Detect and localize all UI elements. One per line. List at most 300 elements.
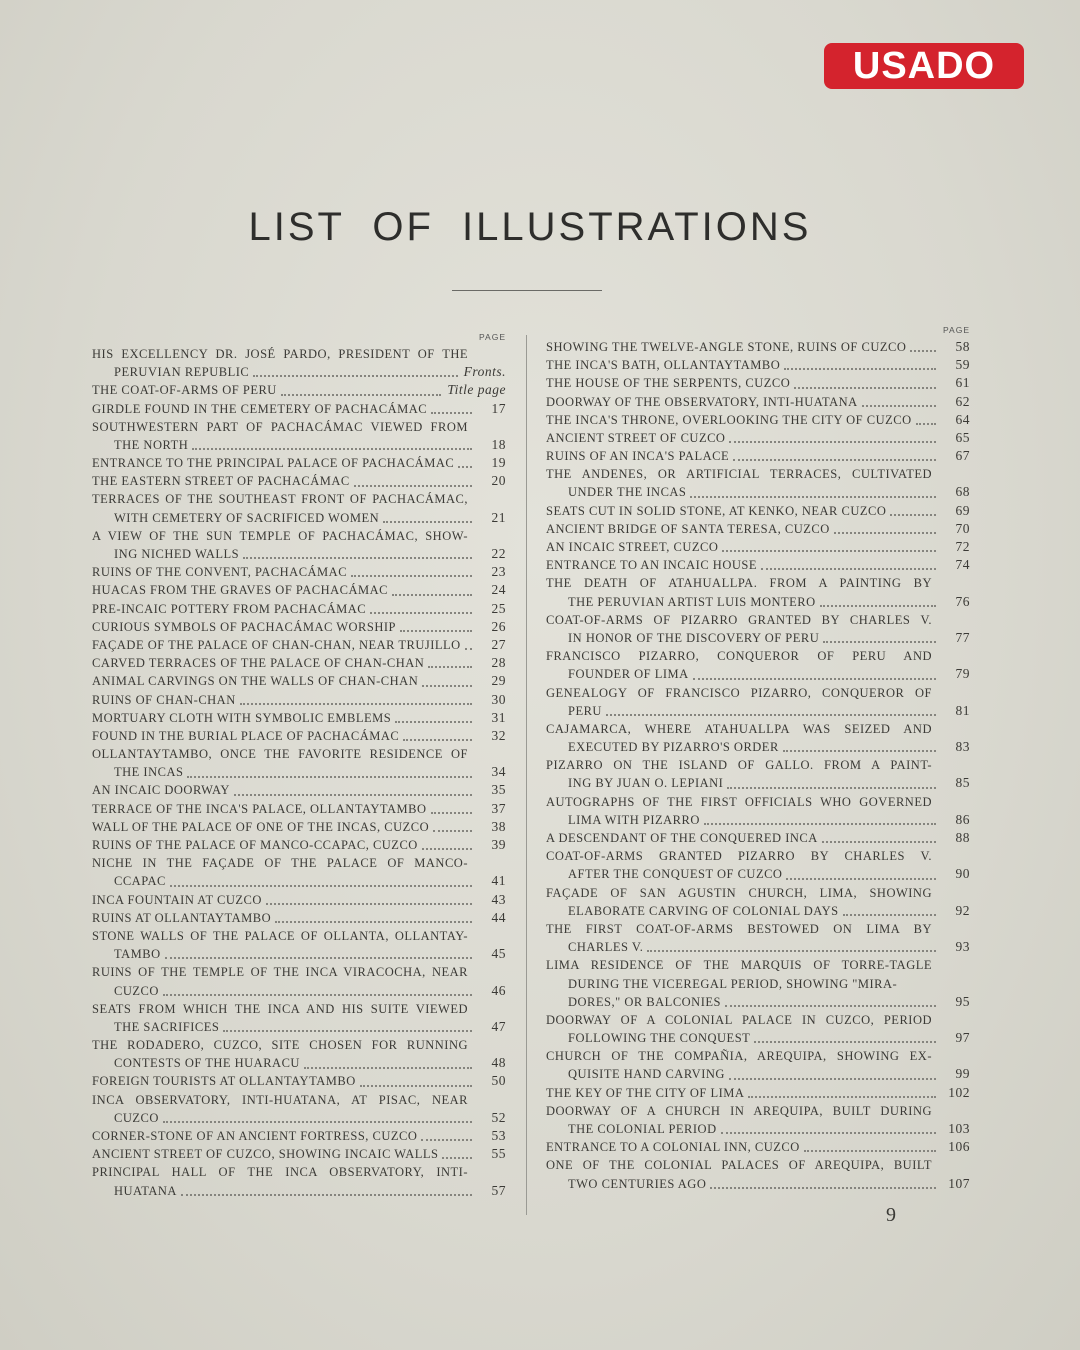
- illustration-title: CARVED TERRACES OF THE PALACE OF CHAN-CHAN: [92, 656, 425, 671]
- illustration-page: 79: [955, 666, 970, 682]
- list-item: [92, 1109, 506, 1127]
- list-item: [546, 520, 970, 538]
- dot-leader: [843, 910, 936, 916]
- illustration-title: THE DEATH OF ATAHUALLPA. FROM A PAINTING BY: [546, 576, 932, 591]
- dot-leader: [403, 735, 472, 741]
- list-item: [92, 418, 506, 436]
- illustration-page: 23: [491, 564, 506, 580]
- illustration-title: NICHE IN THE FAÇADE OF THE PALACE OF MANCO-: [92, 856, 468, 871]
- list-item: [92, 982, 506, 1000]
- illustration-title: DURING THE VICEREGAL PERIOD, SHOWING "MIRA-: [568, 976, 898, 991]
- illustration-page: 68: [955, 484, 970, 500]
- illustration-page: 45: [491, 946, 506, 962]
- illustration-title: EXECUTED BY PIZARRO'S ORDER: [568, 740, 779, 755]
- list-item: [92, 454, 506, 472]
- list-item: [92, 345, 506, 363]
- list-item: [92, 1145, 506, 1163]
- dot-leader: [304, 1063, 472, 1069]
- illustration-title: SOUTHWESTERN PART OF PACHACÁMAC VIEWED FROM: [92, 419, 468, 434]
- illustration-title: THE INCA'S BATH, OLLANTAYTAMBO: [546, 358, 781, 373]
- dot-leader: [823, 637, 936, 643]
- page-title: LIST OF ILLUSTRATIONS: [248, 205, 812, 249]
- illustration-page: 37: [491, 800, 506, 816]
- illustration-page: 38: [491, 818, 506, 834]
- list-item: [546, 356, 970, 374]
- list-item: [92, 363, 506, 381]
- illustration-title: ONE OF THE COLONIAL PALACES OF AREQUIPA, BUILT: [546, 1158, 932, 1173]
- illustration-title: CHURCH OF THE COMPAÑIA, AREQUIPA, SHOWING EX-: [546, 1049, 932, 1064]
- dot-leader: [465, 644, 472, 650]
- list-item: [546, 1011, 970, 1029]
- dot-leader: [433, 826, 472, 832]
- illustration-page: 55: [491, 1146, 506, 1162]
- illustration-page: 65: [955, 429, 970, 445]
- illustration-title: RUINS OF THE TEMPLE OF THE INCA VIRACOCHA, NEAR: [92, 965, 468, 980]
- list-item: [92, 818, 506, 836]
- used-badge: USADO: [824, 43, 1024, 89]
- dot-leader: [400, 626, 472, 632]
- illustration-title: PIZARRO ON THE ISLAND OF GALLO. FROM A PAINT-: [546, 758, 932, 773]
- illustration-title: LIMA WITH PIZARRO: [568, 812, 700, 827]
- list-item: [546, 1029, 970, 1047]
- dot-leader: [370, 608, 472, 614]
- list-item: [92, 1018, 506, 1036]
- illustration-title: RUINS OF AN INCA'S PALACE: [546, 449, 730, 464]
- illustration-title: LIMA RESIDENCE OF THE MARQUIS OF TORRE-TAGLE: [546, 958, 932, 973]
- illustration-title: THE INCA'S THRONE, OVERLOOKING THE CITY OF CUZCO: [546, 412, 912, 427]
- illustration-title: FOREIGN TOURISTS AT OLLANTAYTAMBO: [92, 1074, 356, 1089]
- illustration-title: INCA OBSERVATORY, INTI-HUATANA, AT PISAC, NEAR: [92, 1092, 468, 1107]
- illustration-title: HUATANA: [114, 1183, 177, 1198]
- dot-leader: [690, 492, 936, 498]
- illustration-page: 28: [491, 655, 506, 671]
- list-item: [546, 1047, 970, 1065]
- dot-leader: [165, 953, 472, 959]
- illustration-title: AFTER THE CONQUEST OF CUZCO: [568, 867, 783, 882]
- illustration-title: AUTOGRAPHS OF THE FIRST OFFICIALS WHO GOVERNED: [546, 794, 932, 809]
- list-item: [546, 1066, 970, 1084]
- list-item: [546, 629, 970, 647]
- illustration-page: 44: [491, 909, 506, 925]
- list-item: [546, 1084, 970, 1102]
- list-item: [546, 611, 970, 629]
- list-item: [546, 956, 970, 974]
- list-item: [546, 374, 970, 392]
- list-item: [546, 538, 970, 556]
- illustration-title: TAMBO: [114, 947, 161, 962]
- illustration-title: WITH CEMETERY OF SACRIFICED WOMEN: [114, 510, 380, 525]
- list-item: [92, 709, 506, 727]
- list-item: [92, 527, 506, 545]
- illustration-title: GENEALOGY OF FRANCISCO PIZARRO, CONQUEROR OF: [546, 685, 932, 700]
- dot-leader: [748, 1092, 936, 1098]
- list-item: [92, 600, 506, 618]
- dot-leader: [395, 717, 472, 723]
- dot-leader: [275, 917, 472, 923]
- dot-leader: [354, 481, 472, 487]
- illustration-title: WALL OF THE PALACE OF ONE OF THE INCAS, CUZCO: [92, 819, 430, 834]
- illustration-title: DOORWAY OF THE OBSERVATORY, INTI-HUATANA: [546, 394, 858, 409]
- illustration-page: 19: [491, 455, 506, 471]
- dot-leader: [606, 710, 936, 716]
- illustration-title: THE HOUSE OF THE SERPENTS, CUZCO: [546, 376, 791, 391]
- list-item: [546, 884, 970, 902]
- illustration-title: FOUNDER OF LIMA: [568, 667, 689, 682]
- dot-leader: [727, 783, 936, 789]
- list-item: [92, 836, 506, 854]
- dot-leader: [794, 383, 936, 389]
- illustration-title: CORNER-STONE OF AN ANCIENT FORTRESS, CUZCO: [92, 1129, 418, 1144]
- list-item: [546, 993, 970, 1011]
- list-item: [546, 938, 970, 956]
- list-item: [546, 975, 970, 993]
- list-item: [546, 829, 970, 847]
- illustration-page: 95: [955, 993, 970, 1009]
- illustration-page: 88: [955, 830, 970, 846]
- illustration-title: ELABORATE CARVING OF COLONIAL DAYS: [568, 903, 839, 918]
- illustration-title: COAT-OF-ARMS GRANTED PIZARRO BY CHARLES V.: [546, 849, 932, 864]
- illustration-page: 43: [491, 891, 506, 907]
- illustration-page: 76: [955, 593, 970, 609]
- illustration-page: Fronts.: [463, 364, 506, 380]
- list-item: [546, 920, 970, 938]
- list-item: [546, 811, 970, 829]
- list-item: [546, 665, 970, 683]
- illustration-page: 70: [955, 520, 970, 536]
- illustration-page: 24: [491, 582, 506, 598]
- list-item: [92, 545, 506, 563]
- illustration-page: 22: [491, 546, 506, 562]
- column-divider: [526, 335, 527, 1215]
- illustration-title: PRINCIPAL HALL OF THE INCA OBSERVATORY, INTI-: [92, 1165, 468, 1180]
- illustration-title: ENTRANCE TO A COLONIAL INN, CUZCO: [546, 1140, 800, 1155]
- page-header-left: PAGE: [479, 332, 506, 342]
- list-item: [92, 672, 506, 690]
- illustration-page: 34: [491, 764, 506, 780]
- illustration-page: 69: [955, 502, 970, 518]
- illustration-page: 83: [955, 739, 970, 755]
- illustration-title: RUINS OF THE PALACE OF MANCO-CCAPAC, CUZCO: [92, 838, 418, 853]
- list-item: [546, 902, 970, 920]
- dot-leader: [253, 371, 457, 377]
- illustration-page: 41: [491, 873, 506, 889]
- illustration-page: 46: [491, 982, 506, 998]
- list-item: [546, 702, 970, 720]
- dot-leader: [281, 390, 442, 396]
- list-item: [92, 745, 506, 763]
- illustration-title: THE COLONIAL PERIOD: [568, 1122, 717, 1137]
- illustration-title: UNDER THE INCAS: [568, 485, 687, 500]
- illustration-title: CONTESTS OF THE HUARACU: [114, 1056, 300, 1071]
- dot-leader: [431, 808, 472, 814]
- list-item: [92, 636, 506, 654]
- illustration-page: 25: [491, 600, 506, 616]
- illustration-title: CUZCO: [114, 1110, 159, 1125]
- illustration-page: 26: [491, 618, 506, 634]
- illustration-title: TERRACES OF THE SOUTHEAST FRONT OF PACHACÁMAC,: [92, 492, 468, 507]
- illustration-title: A VIEW OF THE SUN TEMPLE OF PACHACÁMAC, SHOW-: [92, 528, 468, 543]
- list-item: [92, 782, 506, 800]
- illustration-title: CUZCO: [114, 983, 159, 998]
- list-item: [92, 581, 506, 599]
- list-item: [92, 381, 506, 399]
- illustration-title: DORES," OR BALCONIES: [568, 994, 721, 1009]
- illustration-page: 93: [955, 939, 970, 955]
- dot-leader: [916, 419, 936, 425]
- list-item: [546, 484, 970, 502]
- dot-leader: [862, 401, 936, 407]
- dot-leader: [360, 1081, 472, 1087]
- dot-leader: [693, 674, 936, 680]
- list-item: [546, 1175, 970, 1193]
- dot-leader: [383, 517, 472, 523]
- illustration-page: 97: [955, 1030, 970, 1046]
- illustration-page: 58: [955, 338, 970, 354]
- illustration-page: 32: [491, 727, 506, 743]
- illustration-title: TWO CENTURIES AGO: [568, 1176, 707, 1191]
- dot-leader: [834, 528, 936, 534]
- right-column: [546, 325, 970, 1193]
- illustration-page: 86: [955, 811, 970, 827]
- illustration-title: TERRACE OF THE INCA'S PALACE, OLLANTAYTAMBO: [92, 801, 427, 816]
- dot-leader: [754, 1037, 936, 1043]
- illustration-title: ENTRANCE TO THE PRINCIPAL PALACE OF PACHACÁMAC: [92, 456, 455, 471]
- illustration-page: 29: [491, 673, 506, 689]
- list-item: [546, 338, 970, 356]
- dot-leader: [820, 601, 936, 607]
- illustration-title: QUISITE HAND CARVING: [568, 1067, 725, 1082]
- dot-leader: [234, 790, 472, 796]
- illustration-page: 35: [491, 782, 506, 798]
- dot-leader: [733, 455, 936, 461]
- dot-leader: [647, 946, 936, 952]
- dot-leader: [910, 346, 936, 352]
- illustration-title: ENTRANCE TO AN INCAIC HOUSE: [546, 558, 757, 573]
- dot-leader: [458, 462, 472, 468]
- illustration-page: 90: [955, 866, 970, 882]
- dot-leader: [181, 1190, 472, 1196]
- illustration-title: THE EASTERN STREET OF PACHACÁMAC: [92, 474, 350, 489]
- illustration-title: CHARLES V.: [568, 940, 644, 955]
- illustration-title: THE ANDENES, OR ARTIFICIAL TERRACES, CULTIVATED: [546, 467, 932, 482]
- dot-leader: [422, 844, 472, 850]
- illustration-page: 103: [948, 1121, 970, 1137]
- illustration-title: RUINS OF THE CONVENT, PACHACÁMAC: [92, 565, 348, 580]
- list-item: [92, 872, 506, 890]
- illustration-page: 53: [491, 1128, 506, 1144]
- illustration-title: ING NICHED WALLS: [114, 547, 240, 562]
- list-item: [546, 502, 970, 520]
- list-item: [546, 793, 970, 811]
- list-item: [92, 1000, 506, 1018]
- illustration-page: 61: [955, 375, 970, 391]
- illustration-page: 50: [491, 1073, 506, 1089]
- list-item: [92, 891, 506, 909]
- illustration-title: PERUVIAN REPUBLIC: [114, 365, 250, 380]
- list-item: [546, 411, 970, 429]
- list-item: [92, 563, 506, 581]
- left-entry-list: [92, 345, 506, 1200]
- illustration-page: 72: [955, 539, 970, 555]
- illustration-title: FAÇADE OF SAN AGUSTIN CHURCH, LIMA, SHOWING: [546, 885, 932, 900]
- illustration-title: THE FIRST COAT-OF-ARMS BESTOWED ON LIMA BY: [546, 921, 932, 936]
- illustration-page: 31: [491, 709, 506, 725]
- illustration-page: 21: [491, 509, 506, 525]
- list-item: [546, 1120, 970, 1138]
- list-item: [92, 472, 506, 490]
- illustration-title: DOORWAY OF A CHURCH IN AREQUIPA, BUILT DURING: [546, 1103, 932, 1118]
- illustration-title: HUACAS FROM THE GRAVES OF PACHACÁMAC: [92, 583, 388, 598]
- dot-leader: [163, 1117, 472, 1123]
- list-item: [546, 429, 970, 447]
- title-rule: [452, 290, 602, 291]
- dot-leader: [351, 571, 472, 577]
- dot-leader: [722, 546, 936, 552]
- list-item: [92, 763, 506, 781]
- illustration-title: STONE WALLS OF THE PALACE OF OLLANTA, OLLANTAY-: [92, 928, 468, 943]
- illustration-title: SEATS CUT IN SOLID STONE, AT KENKO, NEAR CUZCO: [546, 503, 887, 518]
- illustration-title: RUINS OF CHAN-CHAN: [92, 692, 236, 707]
- dot-leader: [784, 364, 936, 370]
- dot-leader: [761, 564, 936, 570]
- list-item: [92, 491, 506, 509]
- dot-leader: [710, 1183, 936, 1189]
- dot-leader: [192, 444, 472, 450]
- list-item: [92, 854, 506, 872]
- list-item: [546, 593, 970, 611]
- illustration-title: PRE-INCAIC POTTERY FROM PACHACÁMAC: [92, 601, 367, 616]
- illustration-title: CCAPAC: [114, 874, 166, 889]
- dot-leader: [392, 590, 472, 596]
- list-item: [92, 400, 506, 418]
- illustration-page: 107: [948, 1175, 970, 1191]
- list-item: [546, 756, 970, 774]
- illustration-title: FOLLOWING THE CONQUEST: [568, 1031, 751, 1046]
- illustration-title: AN INCAIC STREET, CUZCO: [546, 540, 719, 555]
- illustration-title: FRANCISCO PIZARRO, CONQUEROR OF PERU AND: [546, 649, 932, 664]
- dot-leader: [422, 681, 472, 687]
- dot-leader: [786, 874, 936, 880]
- illustration-title: FAÇADE OF THE PALACE OF CHAN-CHAN, NEAR TRUJILLO: [92, 637, 461, 652]
- list-item: [92, 509, 506, 527]
- page-header-right: PAGE: [943, 325, 970, 335]
- dot-leader: [187, 772, 472, 778]
- list-item: [92, 1127, 506, 1145]
- list-item: [546, 465, 970, 483]
- list-item: [92, 1163, 506, 1181]
- list-item: [92, 1054, 506, 1072]
- illustration-page: 99: [955, 1066, 970, 1082]
- list-item: [92, 691, 506, 709]
- illustration-title: SEATS FROM WHICH THE INCA AND HIS SUITE VIEWED: [92, 1001, 468, 1016]
- illustration-title: COAT-OF-ARMS OF PIZARRO GRANTED BY CHARLES V.: [546, 612, 932, 627]
- list-item: [546, 865, 970, 883]
- illustration-title: THE SACRIFICES: [114, 1019, 220, 1034]
- illustration-title: FOUND IN THE BURIAL PLACE OF PACHACÁMAC: [92, 728, 400, 743]
- illustration-page: 52: [491, 1109, 506, 1125]
- list-item: [546, 556, 970, 574]
- illustration-title: A DESCENDANT OF THE CONQUERED INCA: [546, 831, 818, 846]
- illustration-page: 102: [948, 1084, 970, 1100]
- list-item: [546, 1156, 970, 1174]
- dot-leader: [725, 1001, 936, 1007]
- illustration-title: MORTUARY CLOTH WITH SYMBOLIC EMBLEMS: [92, 710, 392, 725]
- list-item: [92, 1073, 506, 1091]
- dot-leader: [729, 1074, 936, 1080]
- list-item: [92, 945, 506, 963]
- illustration-title: INCA FOUNTAIN AT CUZCO: [92, 892, 262, 907]
- illustration-page: 62: [955, 393, 970, 409]
- list-item: [546, 647, 970, 665]
- list-item: [546, 447, 970, 465]
- list-item: [546, 738, 970, 756]
- illustration-title: ANCIENT BRIDGE OF SANTA TERESA, CUZCO: [546, 521, 830, 536]
- illustration-title: AN INCAIC DOORWAY: [92, 783, 230, 798]
- list-item: [92, 727, 506, 745]
- list-item: [546, 1102, 970, 1120]
- illustration-title: THE RODADERO, CUZCO, SITE CHOSEN FOR RUNNING: [92, 1038, 468, 1053]
- dot-leader: [721, 1128, 936, 1134]
- list-item: [546, 775, 970, 793]
- list-item: [92, 1036, 506, 1054]
- right-entry-list: [546, 338, 970, 1193]
- list-item: [546, 574, 970, 592]
- illustration-page: 27: [491, 636, 506, 652]
- list-item: [546, 720, 970, 738]
- dot-leader: [243, 553, 472, 559]
- illustration-page: 92: [955, 902, 970, 918]
- illustration-page: 85: [955, 775, 970, 791]
- illustration-title: ANCIENT STREET OF CUZCO: [546, 430, 726, 445]
- list-item: [92, 1091, 506, 1109]
- illustration-page: 57: [491, 1182, 506, 1198]
- list-item: [92, 909, 506, 927]
- dot-leader: [223, 1026, 472, 1032]
- illustration-title: ANCIENT STREET OF CUZCO, SHOWING INCAIC WALLS: [92, 1147, 439, 1162]
- dot-leader: [431, 408, 472, 414]
- illustration-page: 67: [955, 448, 970, 464]
- list-item: [546, 1138, 970, 1156]
- illustration-title: ANIMAL CARVINGS ON THE WALLS OF CHAN-CHAN: [92, 674, 419, 689]
- illustration-page: Title page: [447, 382, 506, 398]
- illustration-title: THE COAT-OF-ARMS OF PERU: [92, 383, 277, 398]
- dot-leader: [170, 881, 472, 887]
- list-item: [92, 654, 506, 672]
- dot-leader: [428, 662, 472, 668]
- illustration-title: CURIOUS SYMBOLS OF PACHACÁMAC WORSHIP: [92, 619, 396, 634]
- left-column: [92, 332, 506, 1200]
- dot-leader: [421, 1135, 472, 1141]
- illustration-page: 30: [491, 691, 506, 707]
- illustration-page: 106: [948, 1139, 970, 1155]
- dot-leader: [890, 510, 936, 516]
- illustration-title: SHOWING THE TWELVE-ANGLE STONE, RUINS OF CUZCO: [546, 339, 907, 354]
- illustration-page: 81: [955, 702, 970, 718]
- dot-leader: [240, 699, 472, 705]
- dot-leader: [822, 837, 936, 843]
- dot-leader: [163, 990, 472, 996]
- illustration-page: 17: [491, 400, 506, 416]
- list-item: [92, 963, 506, 981]
- illustration-page: 20: [491, 473, 506, 489]
- illustration-page: 74: [955, 557, 970, 573]
- dot-leader: [266, 899, 472, 905]
- illustration-page: 47: [491, 1018, 506, 1034]
- illustration-title: PERU: [568, 703, 602, 718]
- illustration-title: THE INCAS: [114, 765, 184, 780]
- illustration-title: IN HONOR OF THE DISCOVERY OF PERU: [568, 630, 820, 645]
- list-item: [92, 927, 506, 945]
